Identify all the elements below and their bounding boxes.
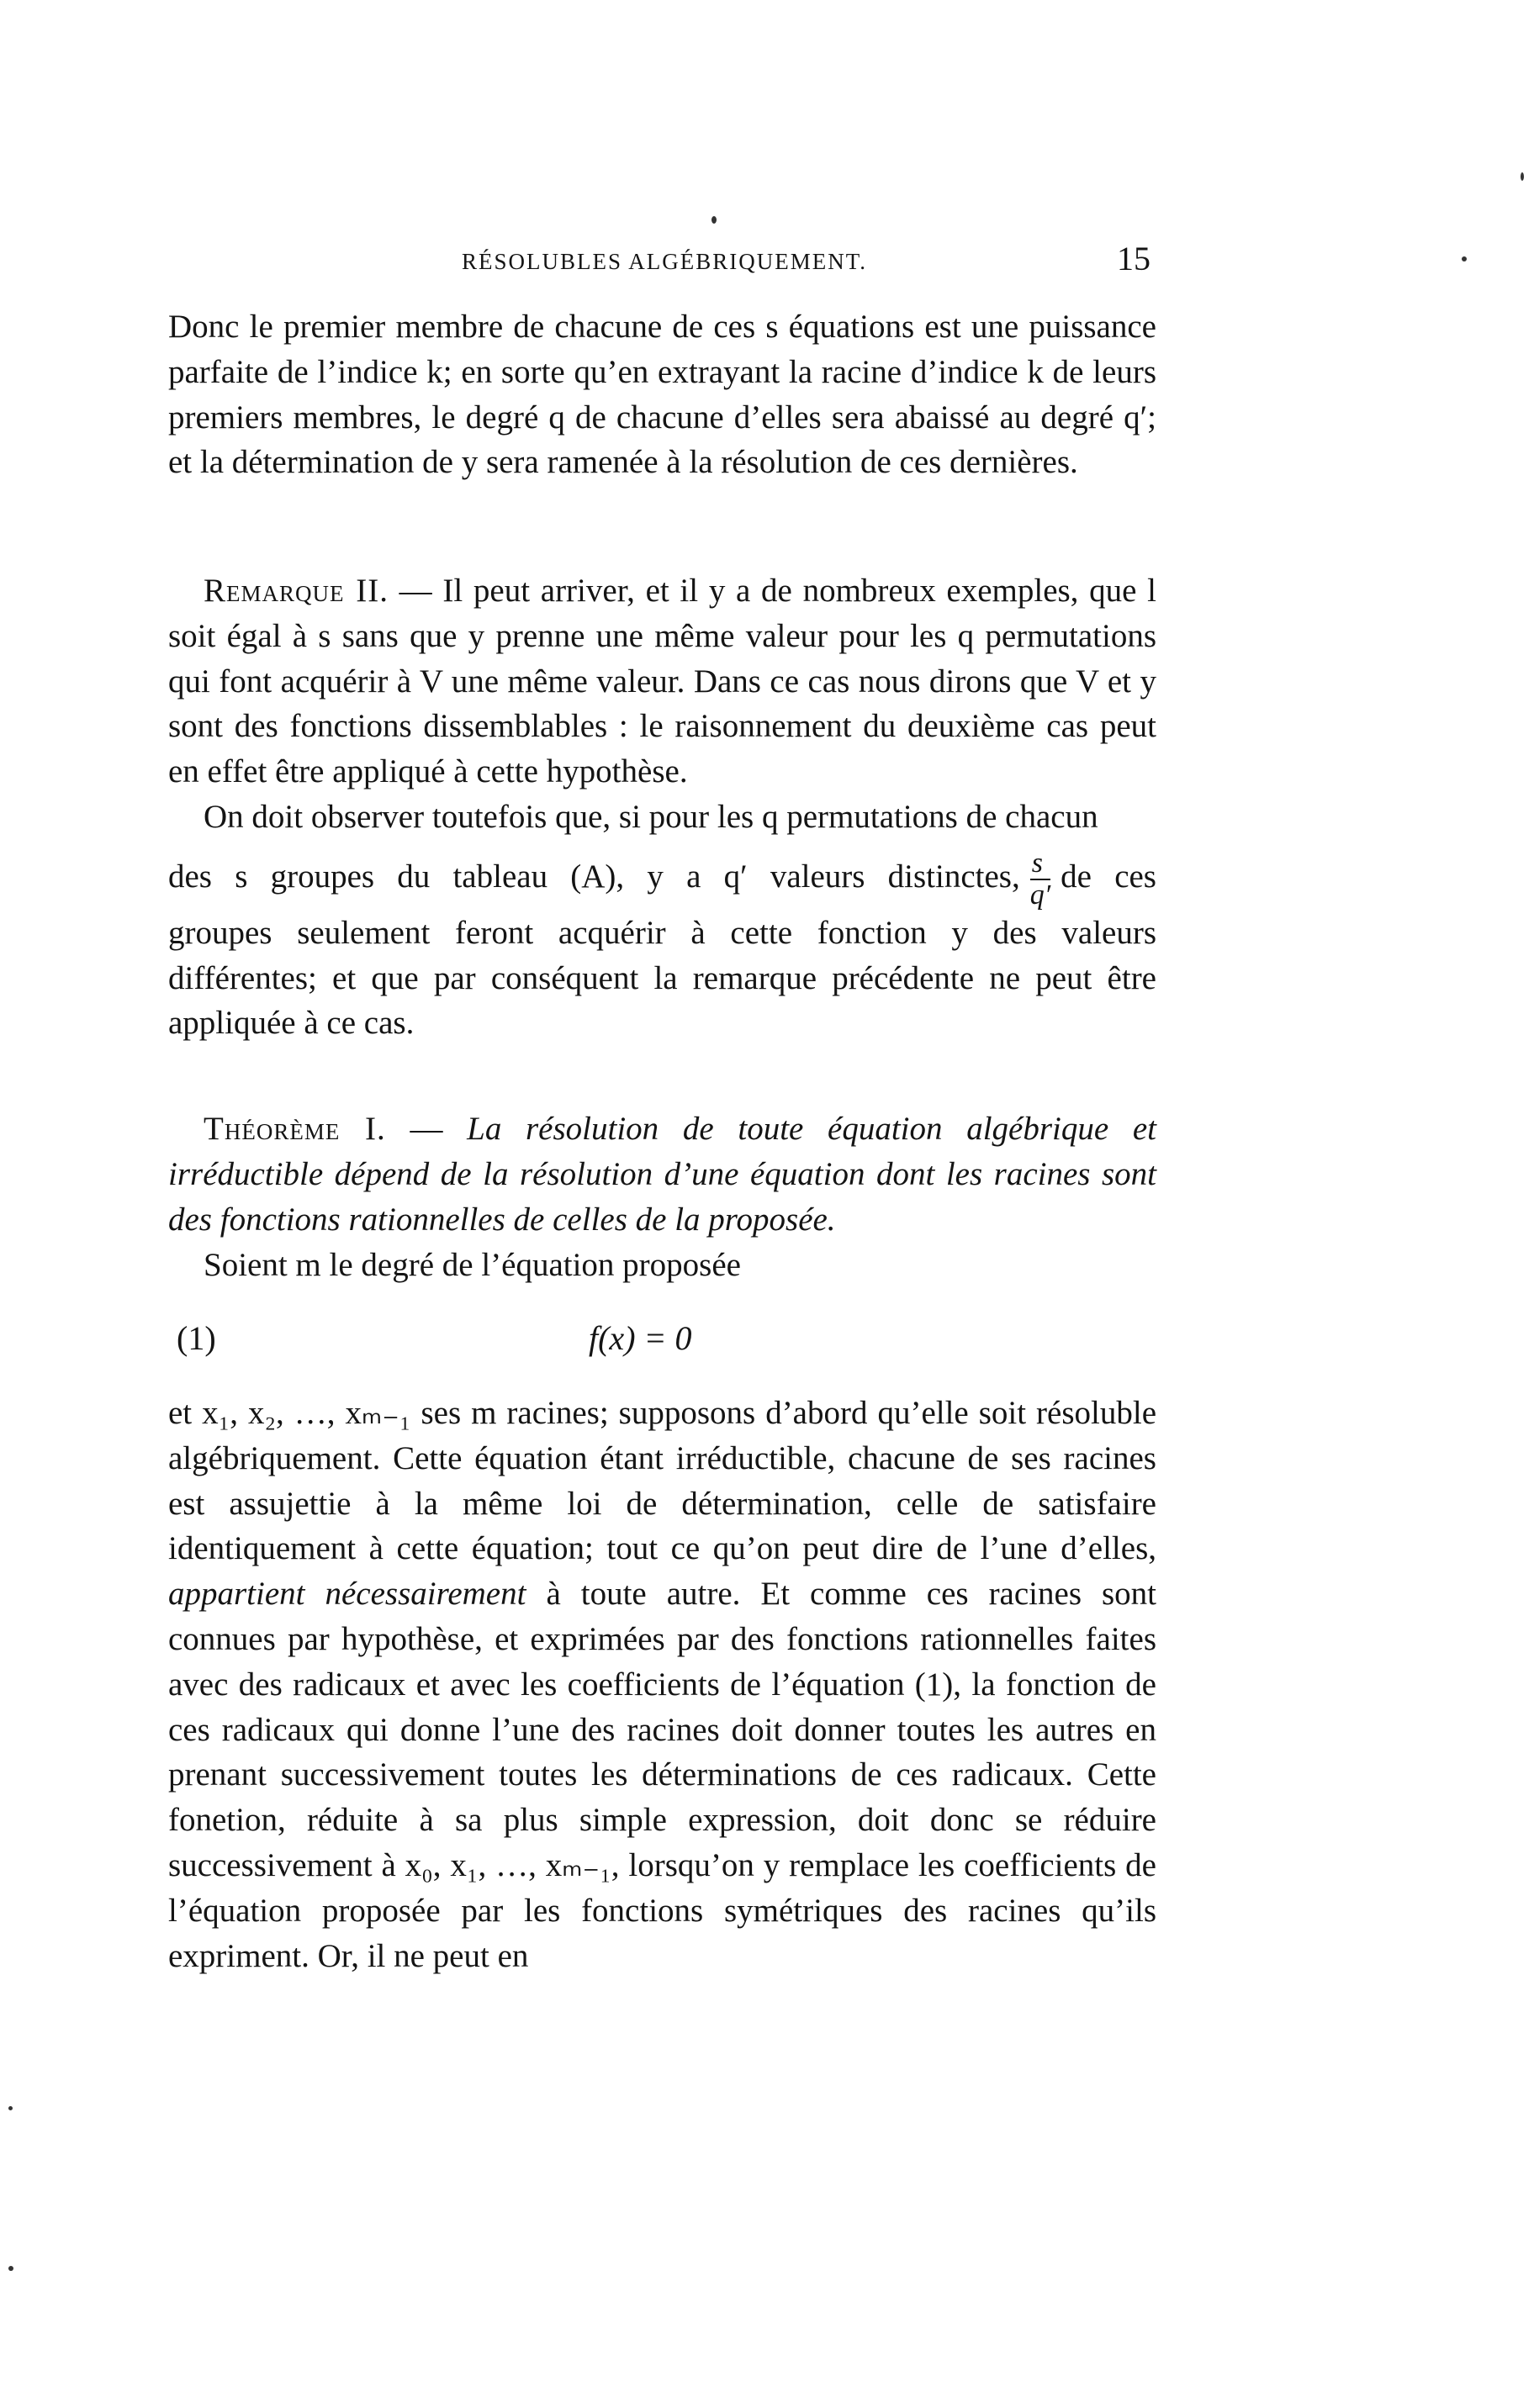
remark-label: Remarque II. [204,573,389,609]
proof-text-1: et x₁, x₂, …, xₘ₋₁ ses m racines; supposons d’abord qu’elle soit résoluble algébriquement. Cette équation étant irréductible, chacune de ses racines est assujettie à la même loi de détermination, celle de satisfaire identiquement à cette équation; tout ce qu’on peut dire de l’une d’elles, [168,1395,1156,1567]
running-title: RÉSOLUBLES ALGÉBRIQUEMENT. [462,249,867,274]
fraction-numerator: s [1030,848,1050,880]
observation-line-1: On doit observer toutefois que, si pour les q permutations de chacun [204,799,1098,835]
page-number: 15 [1117,240,1150,277]
degree-paragraph [168,1243,1156,1288]
equation-1 [177,1318,1152,1369]
paragraph-conclusion-text: Donc le premier membre de chacune de ces s équations est une puissance parfaite de l’indice k; en sorte qu’en extrayant la racine d’indice k de leurs premiers membres, le degré q de chacune d’elles sera abaissé au degré q′; et la détermination de y sera ramenée à la résolution de ces dernières. [168,309,1156,481]
observation-line-2-end: de ces [1061,858,1156,895]
print-speck [1521,172,1524,181]
print-speck [8,2106,13,2110]
proof-paragraph [168,1391,1156,1978]
fraction-s-over-q [1030,848,1050,911]
equation-label: (1) [177,1319,216,1357]
paragraph-conclusion [168,304,1156,485]
page-header [168,240,1161,286]
theorem-label: Théorème I. [204,1111,386,1147]
print-speck [1462,256,1467,261]
proof-emphasis: appartient nécessairement [168,1576,526,1613]
theorem-i [168,1106,1156,1242]
print-speck [8,2266,13,2271]
remark-ii [168,568,1156,795]
equation-body: f(x) = 0 [589,1319,692,1357]
degree-text: Soient m le degré de l’équation proposée [204,1247,741,1283]
observation-line-2 [168,848,1156,911]
remark-dash: — [388,573,443,609]
proof-text-2: à toute autre. Et comme ces racines sont connues par hypothèse, et exprimées par des fonctions rationnelles faites avec des radicaux et avec les coefficients de l’équation (1), la fonction de ces radicaux qui donne l’une des racines doit donner toutes les autres en prenant successivement toutes les déterminations de ces radicaux. Cette fonetion, réduite à sa plus simple expression, doit donc se réduire successivement à x₀, x₁, …, xₘ₋₁, lorsqu’on y remplace les coefficients de l’équation proposée par les fonctions symétriques des racines qu’ils expriment. Or, il ne peut en [168,1576,1156,1974]
print-speck [711,216,717,224]
observation-paragraph [168,795,1156,1046]
theorem-dash: — [385,1111,468,1147]
fraction-denominator: q′ [1029,879,1051,911]
remark-text: Il peut arriver, et il y a de nombreux exemples, que l soit égal à s sans que y prenne une même valeur pour les q permutations qui font acquérir à V une même valeur. Dans ce cas nous dirons que V et y sont des fonctions dissemblables : le raisonnement du deuxième cas peut en effet être appliqué à cette hypothèse. [168,573,1157,790]
theorem-statement: La résolution de toute équation algébrique et irréductible dépend de la résolution d’une équation dont les racines sont des fonctions rationnelles de celles de la proposée. [168,1111,1156,1238]
observation-line-2-start: des s groupes du tableau (A), y a q′ valeurs distinctes, [168,858,1020,895]
observation-rest: groupes seulement feront acquérir à cette fonction y des valeurs différentes; et que par conséquent la remarque précédente ne peut être appliquée à ce cas. [168,914,1156,1042]
